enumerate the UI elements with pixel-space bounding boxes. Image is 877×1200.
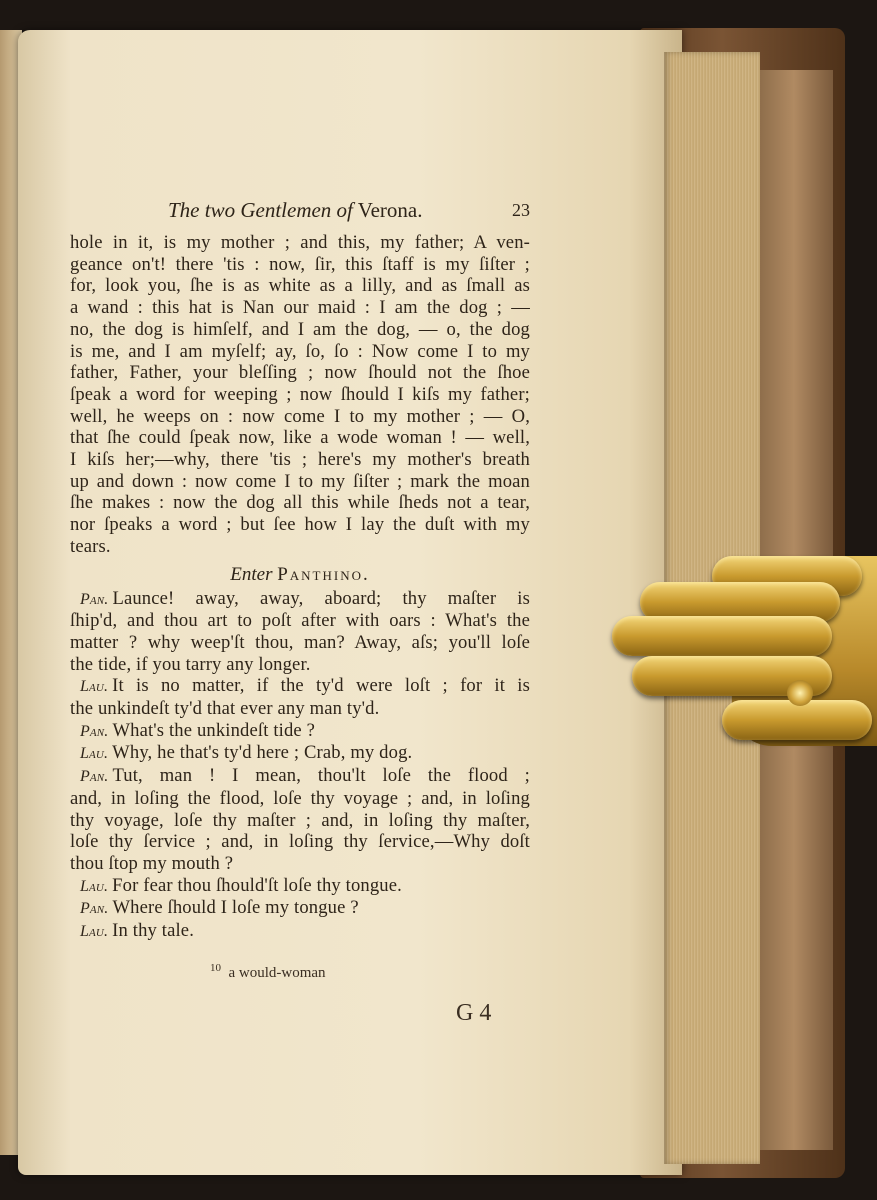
dialogue-line: [70, 720, 530, 743]
speaker-name: Lau.: [80, 745, 109, 763]
dialogue-text: Launce! away, away, aboard; thy maſter is: [112, 587, 530, 609]
text-line: tears.: [70, 535, 111, 557]
footnote: $^{10}$ a would-woman: [210, 962, 326, 981]
dialogue-line: [70, 632, 530, 654]
speaker-name: Lau.: [80, 877, 109, 895]
dialogue-text: Why, he that's ty'd here ; Crab, my dog.: [112, 742, 413, 764]
speaker-name: Pan.: [80, 722, 109, 740]
page-number: 23: [512, 200, 530, 220]
dialogue-line: [70, 875, 530, 898]
dialogue-text: Tut, man ! I mean, thou'lt loſe the flood ;: [112, 765, 530, 787]
book-page: [18, 30, 682, 1175]
dialogue-line: [70, 698, 530, 720]
dialogue-text: What's the unkindeſt tide ?: [112, 719, 316, 741]
text-line: ſhe makes : now the dog all this while ſheds not a tear,: [70, 492, 530, 514]
dialogue-text: It is no matter, if the ty'd were loſt ; for it is: [112, 675, 530, 697]
dialogue-text: the tide, if you tarry any longer.: [70, 653, 311, 675]
ring: [787, 680, 813, 706]
running-header: [70, 198, 530, 232]
dialogue-text: Where ſhould I loſe my tongue ?: [112, 897, 359, 919]
text-line: hole in it, is my mother ; and this, my father; A ven-: [70, 232, 530, 253]
launce-speech: [70, 232, 530, 558]
dialogue-text: the unkindeſt ty'd that ever any man ty'd.: [70, 698, 380, 720]
dialogue-text: and, in loſing the flood, loſe thy voyage ; and, in loſing: [70, 787, 530, 809]
speaker-name: Pan.: [80, 768, 109, 786]
dialogue-line: [70, 610, 530, 632]
dialogue: [70, 588, 530, 943]
hand-finger: [612, 616, 832, 656]
dialogue-line: [70, 675, 530, 698]
text-line: well, he weeps on : now come I to my mother ; — O,: [70, 405, 530, 427]
dialogue-text: loſe thy ſervice ; and, in loſing thy ſervice,—Why doſt: [70, 831, 530, 853]
speaker-name: Lau.: [80, 923, 109, 941]
text-line: for, look you, ſhe is as white as a lilly, and as ſmall as: [70, 275, 530, 297]
speaker-name: Pan.: [80, 900, 109, 918]
text-line: geance on't! there 'tis : now, ſir, this ſtaff is my ſiſter ;: [70, 253, 530, 275]
dialogue-line: [70, 810, 530, 832]
dialogue-line: [70, 654, 530, 676]
brass-hand-bookweight: [612, 556, 877, 756]
signature-mark: G 4: [456, 1000, 492, 1026]
dialogue-text: thy voyage, loſe thy maſter ; and, in loſing thy maſter,: [70, 809, 530, 831]
hand-thumb: [722, 700, 872, 740]
dialogue-text: matter ? why weep'ſt thou, man? Away, aſs; you'll loſe: [70, 631, 530, 653]
dialogue-text: ſhip'd, and thou art to poſt after with oars : What's the: [70, 610, 530, 632]
dialogue-line: [70, 897, 530, 920]
text-line: I kiſs her;—why, there 'tis ; here's my mother's breath: [70, 449, 530, 471]
dialogue-text: thou ſtop my mouth ?: [70, 852, 234, 874]
dialogue-line: [70, 831, 530, 853]
dialogue-text: For fear thou ſhould'ſt loſe thy tongue.: [112, 874, 402, 896]
text-line: ſpeak a word for weeping ; now ſhould I kiſs my father;: [70, 383, 530, 405]
stage-direction: Enter Panthino.: [230, 563, 370, 585]
text-line: father, Father, your bleſſing ; now ſhould not the ſhoe: [70, 362, 530, 384]
dialogue-line: [70, 920, 530, 943]
speaker-name: Pan.: [80, 590, 109, 608]
text-line: nor ſpeaks a word ; but ſee how I lay the duſt with my: [70, 514, 530, 536]
running-title: The two Gentlemen of Verona.: [168, 198, 423, 222]
dialogue-text: In thy tale.: [112, 920, 195, 942]
text-line: no, the dog is himſelf, and I am the dog, — o, the dog: [70, 318, 530, 340]
page-text: [70, 198, 530, 943]
text-line: is me, and I am myſelf; ay, ſo, ſo : Now come I to my: [70, 340, 530, 362]
text-line: that ſhe could ſpeak now, like a wode woman ! — well,: [70, 427, 530, 449]
speaker-name: Lau.: [80, 678, 109, 696]
text-line: up and down : now come I to my ſiſter ; mark the moan: [70, 470, 530, 492]
dialogue-line: [70, 588, 530, 611]
dialogue-line: [70, 853, 530, 875]
dialogue-line: [70, 742, 530, 765]
text-line: a wand : this hat is Nan our maid : I am the dog ; —: [70, 297, 530, 319]
dialogue-line: [70, 765, 530, 788]
dialogue-line: [70, 788, 530, 810]
